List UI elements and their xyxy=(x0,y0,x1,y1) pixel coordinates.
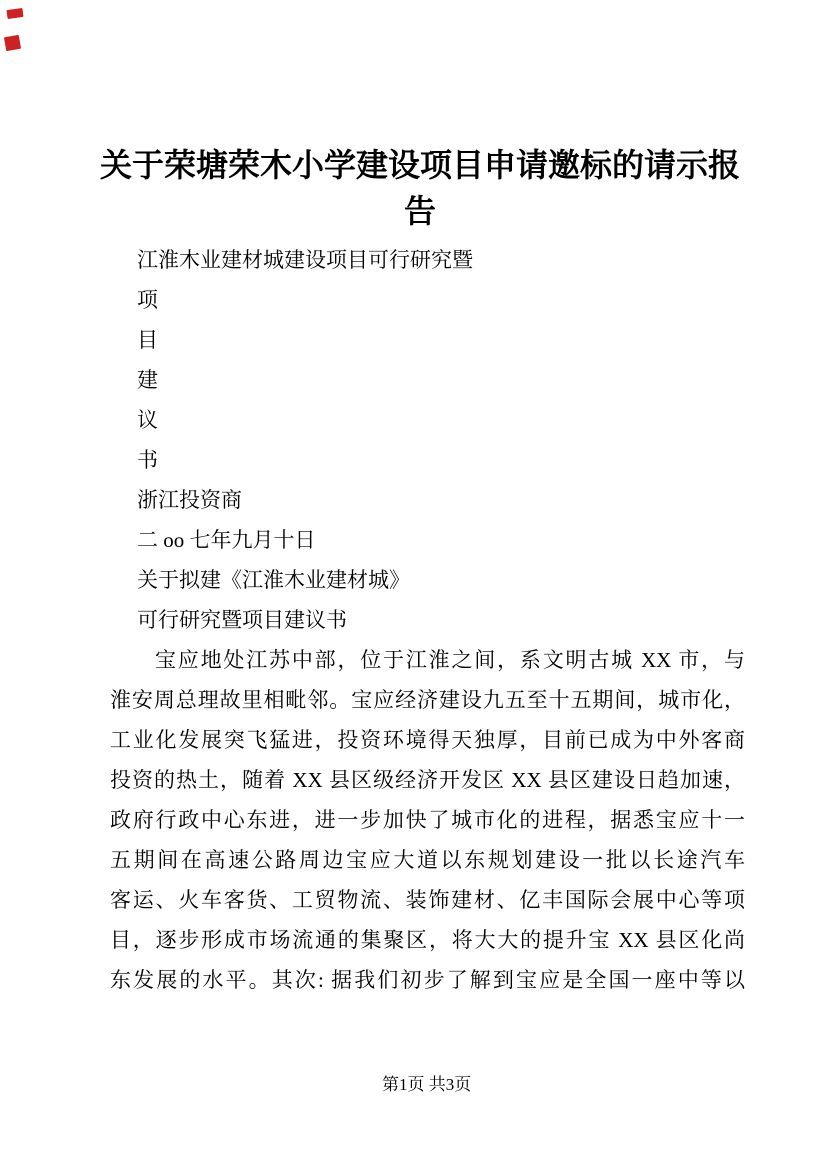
paragraph-line: 东发展的水平。其次: 据我们初步了解到宝应是全国一座中等以 xyxy=(110,968,745,992)
paragraph-line: 五期间在高速公路周边宝应大道以东规划建设一批以长途汽车 xyxy=(110,848,745,872)
document-title: 关于荣塘荣木小学建设项目申请邀标的请示报告 xyxy=(99,147,740,229)
text-line: 建 xyxy=(137,368,158,392)
text-line: 关于拟建《江淮木业建材城》 xyxy=(137,568,410,592)
document-body xyxy=(110,240,745,1000)
text-line: 可行研究暨项目建议书 xyxy=(137,608,347,632)
text-line: 目 xyxy=(137,328,158,352)
text-line: 浙江投资商 xyxy=(137,488,242,512)
text-line: 议 xyxy=(137,408,158,432)
text-line: 二 oo 七年九月十日 xyxy=(137,528,316,552)
paragraph-line: 宝应地处江苏中部，位于江淮之间，系文明古城 XX 市，与 xyxy=(155,648,745,672)
paragraph-line: 投资的热土，随着 XX 县区级经济开发区 XX 县区建设日趋加速， xyxy=(110,768,745,792)
text-line: 书 xyxy=(137,448,158,472)
page-number-footer: 第1页 共3页 xyxy=(382,1075,472,1094)
paragraph-line: 工业化发展突飞猛进，投资环境得天独厚，目前已成为中外客商 xyxy=(110,728,745,752)
text-line: 项 xyxy=(137,288,158,312)
red-ink-mark-2 xyxy=(4,35,21,51)
paragraph-line: 政府行政中心东进，进一步加快了城市化的进程，据悉宝应十一 xyxy=(110,808,745,832)
paragraph-line: 客运、火车客货、工贸物流、装饰建材、亿丰国际会展中心等项 xyxy=(110,888,745,912)
paragraph-line: 淮安周总理故里相毗邻。宝应经济建设九五至十五期间，城市化， xyxy=(110,688,745,712)
text-line: 江淮木业建材城建设项目可行研究暨 xyxy=(137,248,473,272)
red-ink-mark-1 xyxy=(6,8,23,19)
paragraph-line: 目，逐步形成市场流通的集聚区，将大大的提升宝 XX 县区化尚 xyxy=(110,928,745,952)
